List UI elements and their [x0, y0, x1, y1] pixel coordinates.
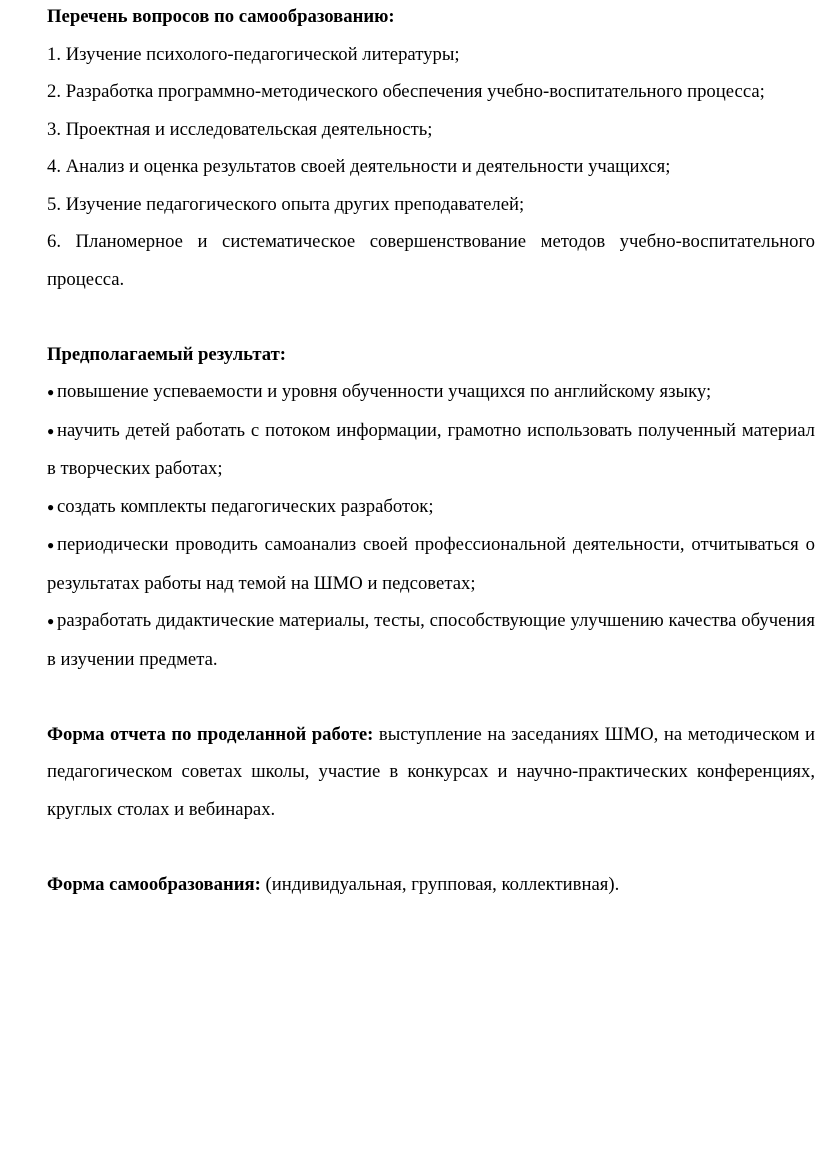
result-item-text: повышение успеваемости и уровня обученности учащихся по английскому языку;	[57, 381, 712, 402]
question-item-2: 2. Разработка программно-методического обеспечения учебно-воспитательного процесса;	[47, 81, 765, 102]
question-item-3: 3. Проектная и исследовательская деятельность;	[47, 118, 433, 140]
question-item-1: 1. Изучение психолого-педагогической литературы;	[47, 43, 460, 65]
result-item-5	[47, 602, 815, 678]
report-form-text: выступление на заседаниях ШМО, на методическом и педагогическом советах школы, участие в конкурсах и научно-практических конференциях, круглых столах и вебинарах.	[47, 723, 815, 820]
result-item-3	[47, 488, 815, 527]
report-form-paragraph	[47, 716, 815, 829]
bullet-dot-icon: ●	[47, 423, 55, 438]
result-item-text: разработать дидактические материалы, тесты, способствующие улучшению качества обучения в изучении предмета.	[47, 610, 815, 670]
bullet-dot-icon: ●	[47, 499, 55, 514]
result-item-2	[47, 412, 815, 488]
result-item-text: научить детей работать с потоком информации, грамотно использовать полученный материал в творческих работах;	[47, 419, 815, 479]
self-education-form-text: (индивидуальная, групповая, коллективная).	[260, 873, 620, 895]
section-spacer	[47, 678, 815, 716]
report-form-label: Форма отчета по проделанной работе:	[47, 723, 374, 745]
question-item-6: 6. Планомерное и систематическое совершенствование методов учебно-воспитательного процесса.	[47, 231, 815, 290]
result-item-4	[47, 526, 815, 602]
result-item-text: периодически проводить самоанализ своей профессиональной деятельности, отчитываться о результатах работы над темой на ШМО и педсоветах;	[47, 534, 815, 594]
expected-result-heading: Предполагаемый результат:	[47, 343, 287, 365]
document-page	[47, 0, 815, 903]
result-item-text: создать комплекты педагогических разработок;	[57, 495, 434, 517]
self-education-questions-heading: Перечень вопросов по самообразованию:	[47, 6, 395, 27]
bullet-dot-icon: ●	[47, 538, 55, 552]
self-education-form-label: Форма самообразования:	[47, 873, 261, 895]
bullet-dot-icon: ●	[47, 614, 55, 628]
question-item-5: 5. Изучение педагогического опыта других преподавателей;	[47, 193, 525, 215]
self-education-form-paragraph	[47, 866, 815, 904]
bullet-dot-icon: ●	[47, 385, 55, 399]
section-spacer	[47, 828, 815, 866]
question-item-4: 4. Анализ и оценка результатов своей деятельности и деятельности учащихся;	[47, 156, 671, 177]
result-item-1	[47, 373, 815, 412]
section-spacer	[47, 298, 815, 336]
